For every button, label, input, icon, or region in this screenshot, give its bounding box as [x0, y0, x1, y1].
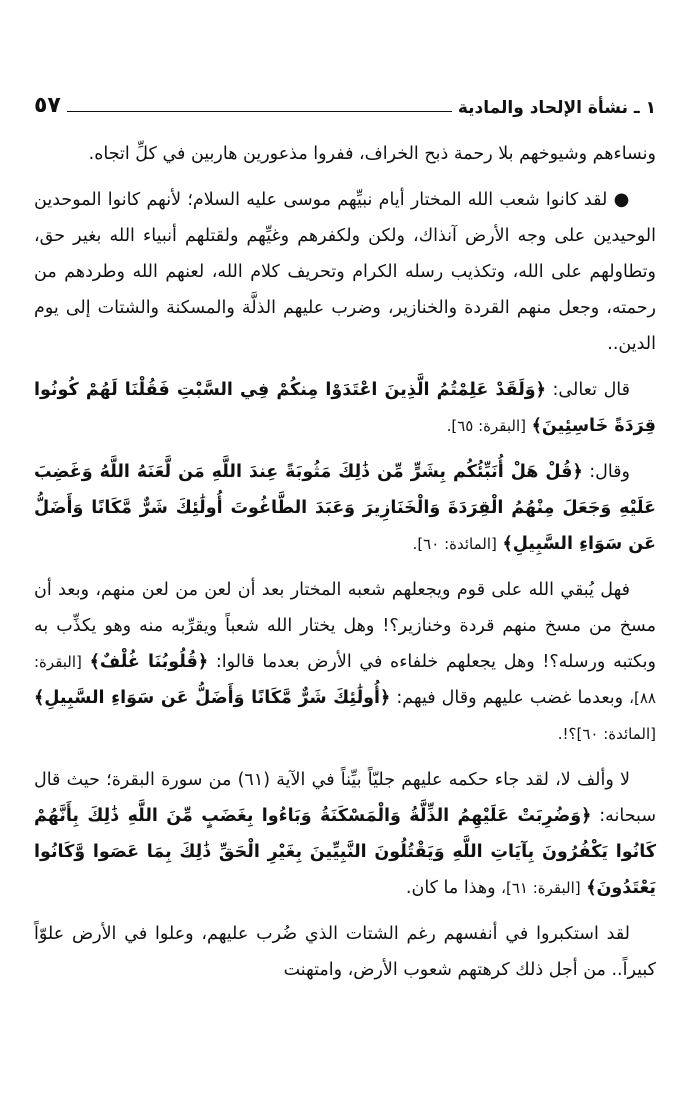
verse-reference: [البقرة: ٦٥]. [446, 417, 526, 435]
paragraph-1 [34, 136, 656, 172]
page-number: ٥٧ [34, 93, 61, 118]
quran-verse: ﴿وَلَقَدْ عَلِمْتُمُ الَّذِينَ اعْتَدَوْا مِنكُمْ فِي السَّبْتِ فَقُلْنَا لَهُمْ كُونُوا قِرَدَةً خَاسِئِينَ﴾ [34, 380, 656, 436]
running-header [34, 86, 656, 118]
paragraph-5 [34, 572, 656, 752]
header-rule [67, 111, 452, 112]
paragraph-2 [34, 182, 656, 362]
quran-verse: ﴿وَضُرِبَتْ عَلَيْهِمُ الذِّلَّةُ وَالْمَسْكَنَةُ وَبَاءُوا بِغَضَبٍ مِّنَ اللَّهِ ذَٰلِكَ بِأَنَّهُمْ كَانُوا يَكْفُرُونَ بِآيَاتِ اللَّهِ وَيَقْتُلُونَ النَّبِيِّينَ بِغَيْرِ الْحَقِّ ذَٰلِكَ بِمَا عَصَوا وَّكَانُوا يَعْتَدُونَ﴾ [34, 806, 656, 898]
paragraph-text: ونساءهم وشيوخهم بلا رحمة ذبح الخراف، ففروا مذعورين هاربين في كلِّ اتجاه. [88, 144, 656, 164]
quran-verse: ﴿أُولَٰئِكَ شَرٌّ مَّكَانًا وَأَضَلُّ عَن سَوَاءِ السَّبِيلِ﴾ [34, 688, 391, 708]
paragraph-text: وهذا ما كان. [405, 878, 496, 898]
chapter-title: ١ ـ نشأة الإلحاد والمادية [457, 98, 656, 118]
paragraph-3 [34, 372, 656, 444]
paragraph-text: وبعدما غضب عليهم وقال فيهم: [396, 688, 624, 708]
quran-verse: ﴿قُلُوبُنَا غُلْفٌ﴾ [89, 652, 209, 672]
verse-reference: [البقرة: ٦١]، [501, 879, 581, 897]
paragraph-text: فهل يُبقي الله على قوم ويجعلهم شعبه المختار بعد أن لعن من لعن منهم، وبعد أن مسخ من مسخ منهم قردة وخنازير؟! وهل يختار الله شعباً ويقرِّبه منه وهو يكذِّب به وبكتبه ورسله؟! وهل يجعلهم خلفاءه في الأرض بعدما قالوا: [34, 580, 656, 672]
verse-reference: [البقرة: ٨٨]، [34, 653, 656, 707]
paragraph-text: لا وألف لا، لقد جاء حكمه عليهم جليّاً بيِّناً في الآية (٦١) من سورة البقرة؛ حيث قال سبحانه: [34, 770, 656, 826]
paragraph-4 [34, 454, 656, 562]
quran-verse: ﴿قُلْ هَلْ أُنَبِّئُكُم بِشَرٍّ مِّن ذَٰلِكَ مَثُوبَةً عِندَ اللَّهِ مَن لَّعَنَهُ اللَّهُ وَغَضِبَ عَلَيْهِ وَجَعَلَ مِنْهُمُ الْقِرَدَةَ وَالْخَنَازِيرَ وَعَبَدَ الطَّاغُوتَ أُولَٰئِكَ شَرٌّ مَّكَانًا وَأَضَلُّ عَن سَوَاءِ السَّبِيلِ﴾ [34, 462, 656, 554]
paragraph-text: لقد استكبروا في أنفسهم رغم الشتات الذي ضُرب عليهم، وعلوا في الأرض علوّاً كبيراً.. من أجل ذلك كرهتهم شعوب الأرض، وامتهنت [34, 924, 656, 980]
quote-intro: قال تعالى: [552, 380, 630, 400]
book-page [34, 86, 656, 998]
bullet-icon: ● [613, 189, 630, 210]
verse-reference: [المائدة: ٦٠]؟!. [557, 725, 656, 743]
paragraph-6 [34, 762, 656, 906]
paragraph-text: لقد كانوا شعب الله المختار أيام نبيِّهم موسى عليه السلام؛ لأنهم كانوا الموحدين الوحيدين على وجه الأرض آنذاك، ولكن ولكفرهم وغيِّهم ولقتلهم أنبياء الله بغير حق، وتطاولهم على الله، وتكذيب رسله الكرام وتحريف كلام الله، لعنهم الله وطردهم من رحمته، وجعل منهم القردة والخنازير، وضرب عليهم الذلَّة والمسكنة والشتات إلى يوم الدين.. [34, 190, 656, 354]
verse-reference: [المائدة: ٦٠]. [412, 535, 497, 553]
paragraph-7 [34, 916, 656, 988]
quote-intro: وقال: [589, 462, 630, 482]
